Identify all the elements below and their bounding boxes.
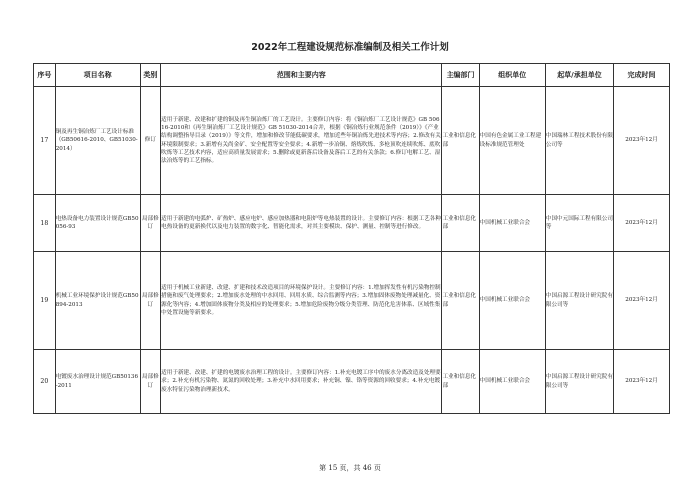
row-scope: 适用于新建、改建、扩建的电镀废水治理工程的设计。主要修订内容：1.补充电镀工序中的废水分离改造及处理要求；2.补充有机污染物、氮氮的回收处理；3.补充中水回用要求；补充铜、镍、铬等资源的回收要求；4.补充电镀废水特征污染物治理新技术。	[161, 350, 442, 414]
row-category: 修订	[140, 87, 161, 195]
table-row	[34, 195, 670, 252]
header-drafter: 起草/承担单位	[545, 64, 613, 87]
row-time: 2023年12月	[614, 252, 670, 350]
page-title: 2022年工程建设规范标准编制及相关工作计划	[251, 42, 449, 53]
header-name: 项目名称	[55, 64, 140, 87]
table-row	[34, 350, 670, 414]
row-name: 铜及再生铜冶炼厂工艺设计标准（GB50616-2010、GB51030-2014）	[55, 87, 140, 195]
row-org: 中国机械工业联合会	[479, 252, 545, 350]
row-name: 电热设备电力装置设计规范GB50056-93	[55, 195, 140, 252]
row-org: 中国有色金属工业工程建设标准规范管理处	[479, 87, 545, 195]
row-time: 2023年12月	[614, 350, 670, 414]
row-drafter: 中国启源工程设计研究院有限公司等	[545, 350, 613, 414]
row-time: 2023年12月	[614, 195, 670, 252]
row-no: 19	[34, 252, 56, 350]
row-dept: 工业和信息化部	[442, 195, 479, 252]
row-no: 17	[34, 87, 56, 195]
row-dept: 工业和信息化部	[442, 350, 479, 414]
header-category: 类别	[140, 64, 161, 87]
row-scope: 适用于机械工业新建、改建、扩建和技术改造项目的环境保护设计。主要修订内容：1.增加挥发性有机污染物控制措施和废气处理要求；2.增加废水处理的中水回用、回用水质、综合监测等内容；3.增加固体废物处理减量化、资源化等内容；4.增加固体废物分类及相应的处理要求；5.增加危险废物分级分类管理、防范化危害体系、区域性集中处置设施等新要求。	[161, 252, 442, 350]
row-scope: 适用于新建、改建和扩建的铜及再生铜冶炼厂的工艺设计。主要修订内容：将《铜冶炼厂工艺设计规范》GB 50616-2010和《再生铜冶炼厂工艺设计规范》GB 51030-2014合并，根据《铜冶炼行业规范条件（2019）》《产业结构调整指导目录（2019）》等文件，增加和修改节能低碳要求，增加近些年铜冶炼先进技术等内容；2.修改有关环境限制要求；3.新增有关尚金矿、安全配置等安全要求；4.新增一步冶铜、熔炼吹炼、多枪顶吹连续吹炼、底吹吹炼等工艺技术内容，适应高质量发展需求；5.删除或更新落后设备及落后工艺的有关条款；6.修订电解工艺、湿法冶炼等的工艺指标。	[161, 87, 442, 195]
row-drafter: 中国中元国际工程有限公司等	[545, 195, 613, 252]
row-name: 机械工业环境保护设计规范GB50894-2013	[55, 252, 140, 350]
row-dept: 工业和信息化部	[442, 87, 479, 195]
header-org: 组织单位	[479, 64, 545, 87]
table-row	[34, 87, 670, 195]
row-org: 中国机械工业联合会	[479, 350, 545, 414]
row-org: 中国机械工业联合会	[479, 195, 545, 252]
row-category: 局部修订	[140, 195, 161, 252]
row-name: 电镀废水治理设计规范GB50136-2011	[55, 350, 140, 414]
row-category: 局部修订	[140, 252, 161, 350]
work-plan-table	[33, 63, 670, 414]
header-time: 完成时间	[614, 64, 670, 87]
row-dept: 工业和信息化部	[442, 252, 479, 350]
table-header-row	[34, 64, 670, 87]
row-drafter: 中国启源工程设计研究院有限公司等	[545, 252, 613, 350]
row-time: 2023年12月	[614, 87, 670, 195]
row-scope: 适用于新建的电弧炉、矿热炉、感应电炉、感应加热器和电阻炉等电热装置的设计。主要修订内容：根据工艺各种电热设备的更新换代以及电力装置的数字化、智能化需求，对其主要模块、保护、测量、控制等进行修改。	[161, 195, 442, 252]
header-dept: 主编部门	[442, 64, 479, 87]
page-footer: 第 15 页，共 46 页	[319, 464, 381, 472]
header-scope: 范围和主要内容	[161, 64, 442, 87]
table-row	[34, 252, 670, 350]
row-category: 局部修订	[140, 350, 161, 414]
header-no: 序号	[34, 64, 56, 87]
row-no: 20	[34, 350, 56, 414]
row-drafter: 中国瑞林工程技术股份有限公司等	[545, 87, 613, 195]
row-no: 18	[34, 195, 56, 252]
